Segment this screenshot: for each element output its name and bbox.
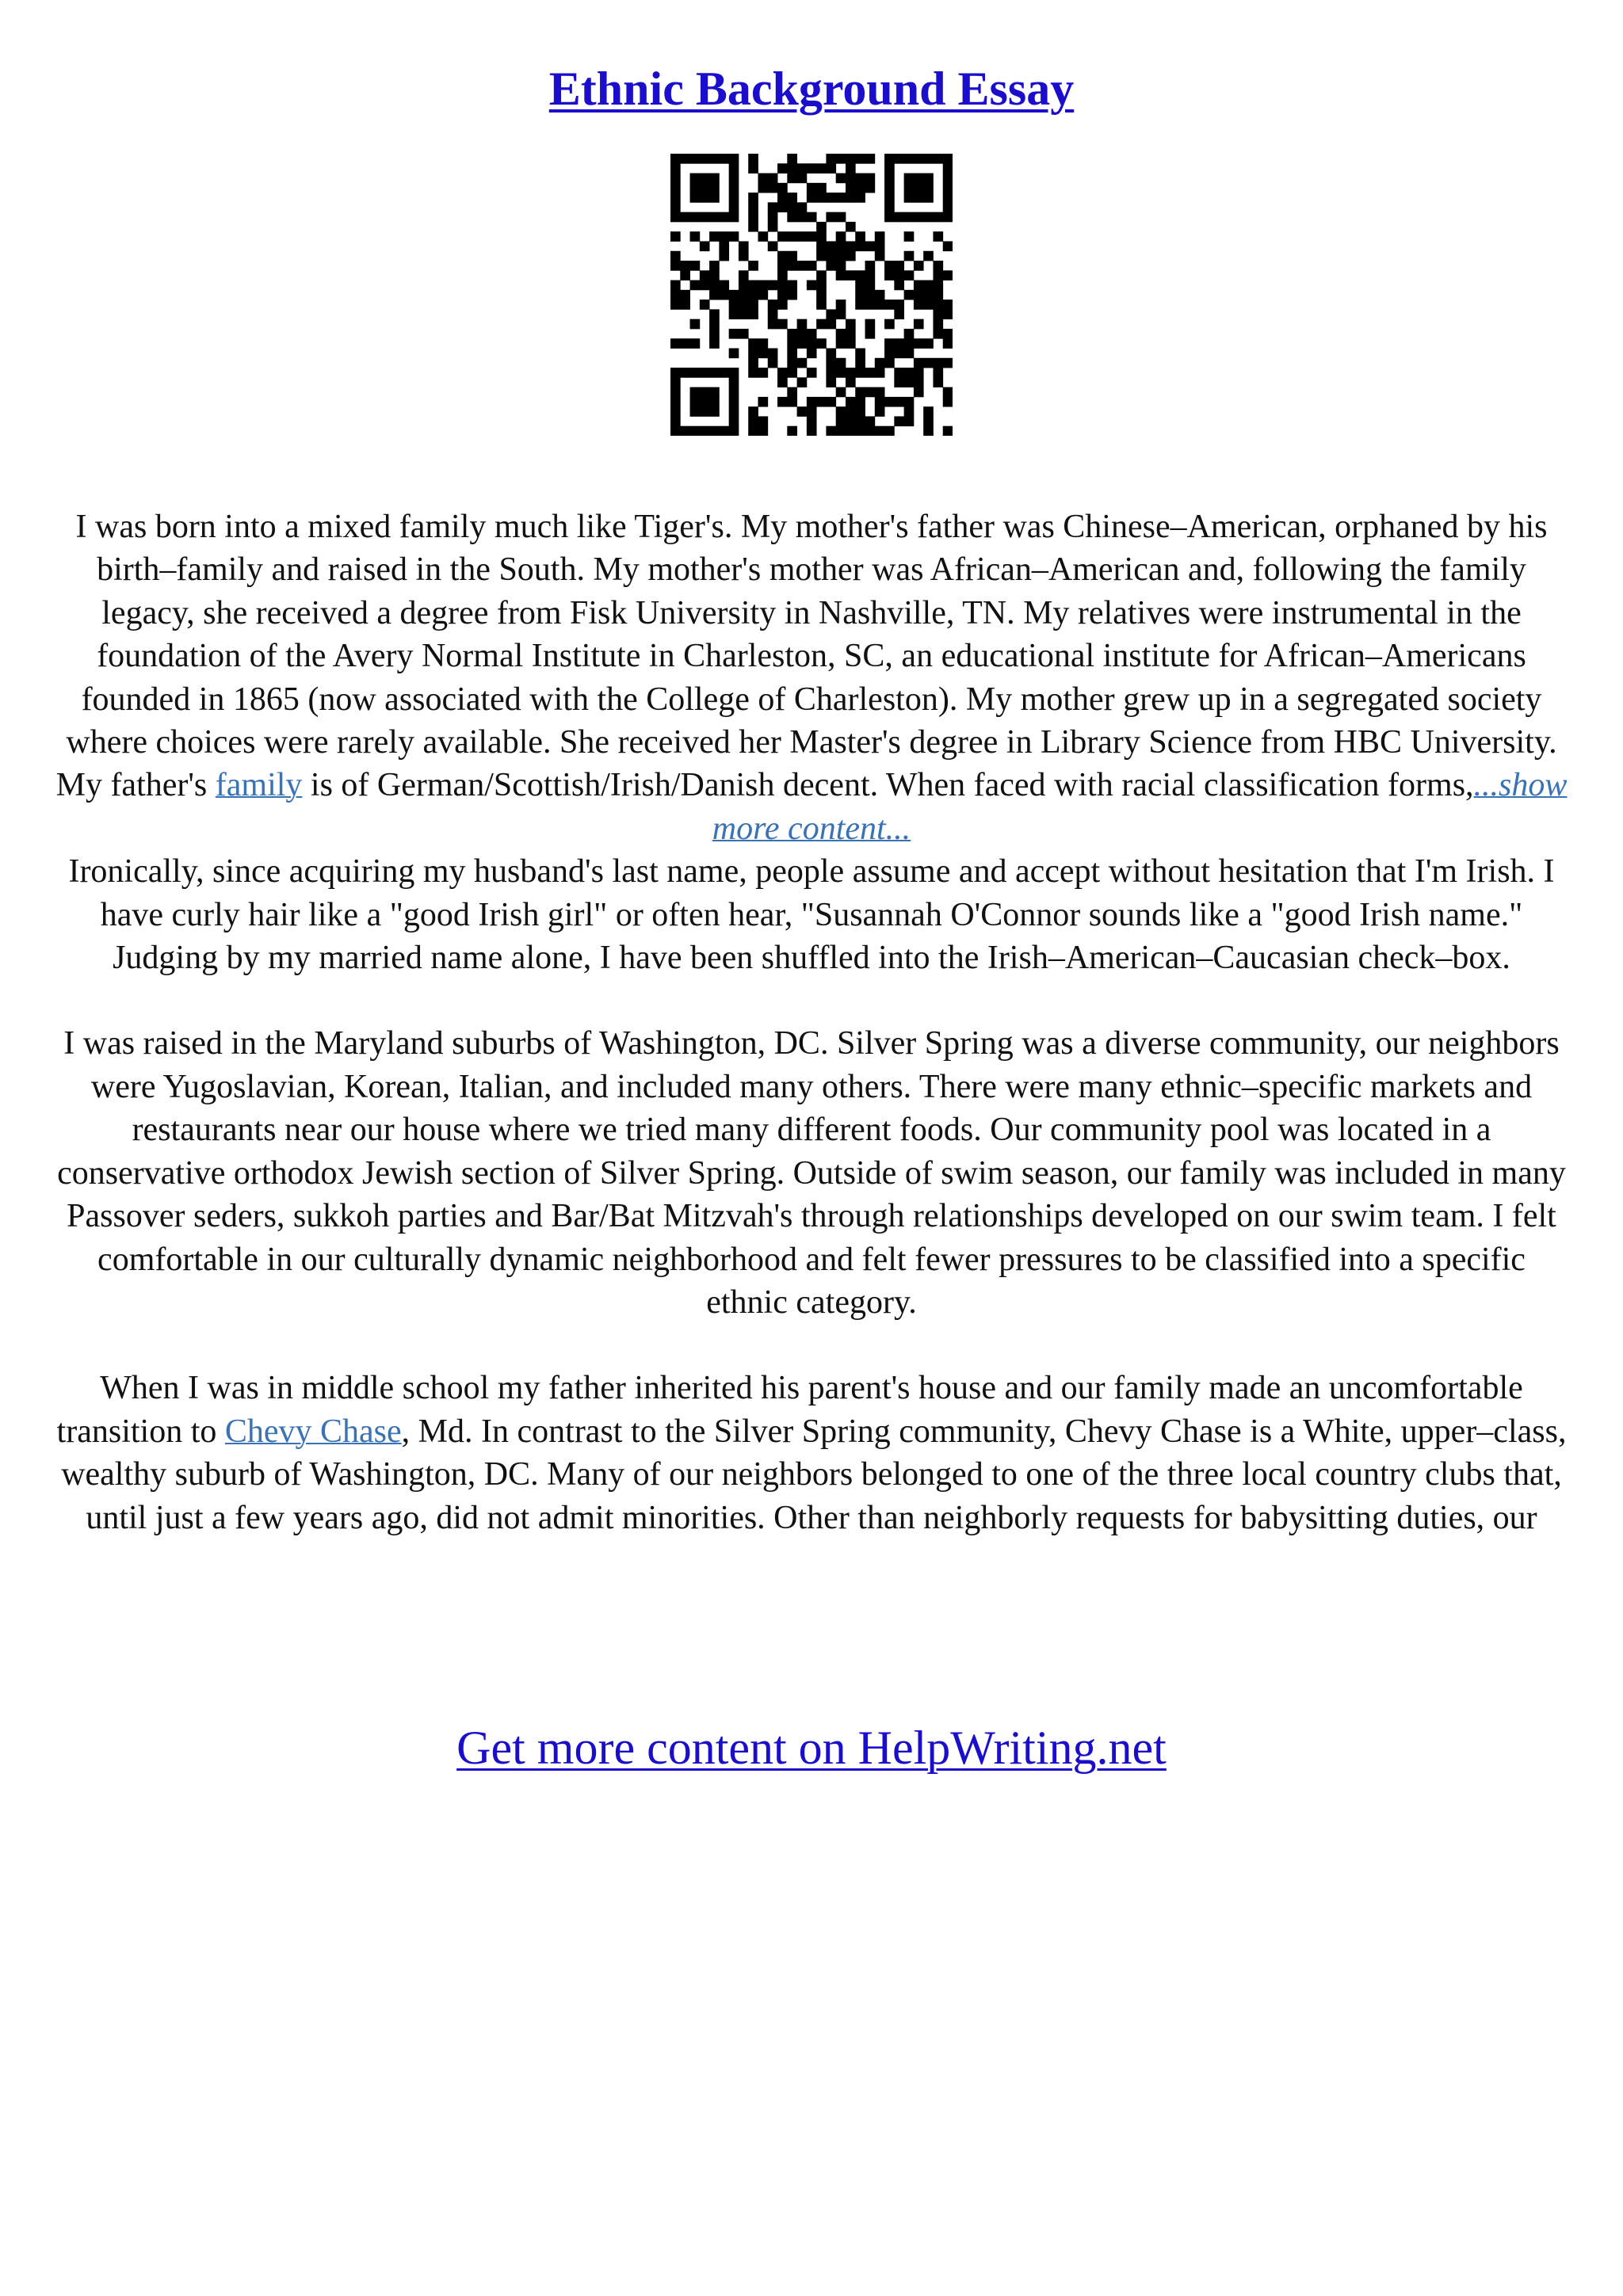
qr-code-icon bbox=[670, 154, 953, 436]
essay-body bbox=[55, 505, 1568, 1539]
chevy-chase-link[interactable]: Chevy Chase bbox=[224, 1413, 402, 1450]
paragraph-1-text-after: is of German/Scottish/Irish/Danish decent. When faced with racial classification forms, bbox=[310, 767, 1474, 804]
helpwriting-link[interactable]: Get more content on HelpWriting.net bbox=[456, 1722, 1167, 1774]
paragraph-4 bbox=[55, 1367, 1568, 1539]
paragraph-2: Ironically, since acquiring my husband's last name, people assume and accept without hesitation that I'm Irish. I have curly hair like a "good Irish girl" or often hear, "Susannah O'Connor sounds like a "good Irish name." Judging by my married name alone, I have been shuffled into the Irish–American–Caucasian check–box. bbox=[68, 853, 1555, 977]
paragraph-4-text-after: , Md. In contrast to the Silver Spring community, Chevy Chase is a White, upper–class, wealthy suburb of Washington, DC. Many of our neighbors belonged to one of the three local country clubs that, until just a few years ago, did not admit minorities. Other than neighborly requests for babysitting duties, our bbox=[61, 1413, 1567, 1536]
page-title bbox=[0, 57, 1623, 120]
paragraph-spacer bbox=[55, 1324, 1568, 1367]
title-link[interactable]: Ethnic Background Essay bbox=[548, 63, 1075, 115]
show-more-link[interactable]: ...show more content... bbox=[712, 767, 1568, 847]
paragraph-4-text: When I was in middle school my father inherited his parent's house and our family made an uncomfortable transition to bbox=[56, 1370, 1523, 1450]
paragraph-spacer bbox=[55, 979, 1568, 1022]
paragraph-3: I was raised in the Maryland suburbs of Washington, DC. Silver Spring was a diverse community, our neighbors were Yugoslavian, Korean, Italian, and included many others. There were many ethnic–specific markets and restaurants near our house where we tried many different foods. Our community pool was located in a conservative orthodox Jewish section of Silver Spring. Outside of swim season, our family was included in many Passover seders, sukkoh parties and Bar/Bat Mitzvah's through relationships developed on our swim team. I felt comfortable in our culturally dynamic neighborhood and felt fewer pressures to be classified into a specific ethnic category. bbox=[57, 1025, 1566, 1321]
family-link[interactable]: family bbox=[215, 767, 303, 804]
paragraph-1-text: I was born into a mixed family much like Tiger's. My mother's father was Chinese–American, orphaned by his birth–family and raised in the South. My mother's mother was African–American and, following the family legacy, she received a degree from Fisk University in Nashville, TN. My relatives were instrumental in the foundation of the Avery Normal Institute in Charleston, SC, an educational institute for African–Americans founded in 1865 (now associated with the College of Charleston). My mother grew up in a segregated society where choices were rarely available. She received her Master's degree in Library Science from HBC University. My father's bbox=[55, 509, 1557, 804]
paragraph-1 bbox=[55, 505, 1568, 850]
footer bbox=[0, 1718, 1623, 1778]
